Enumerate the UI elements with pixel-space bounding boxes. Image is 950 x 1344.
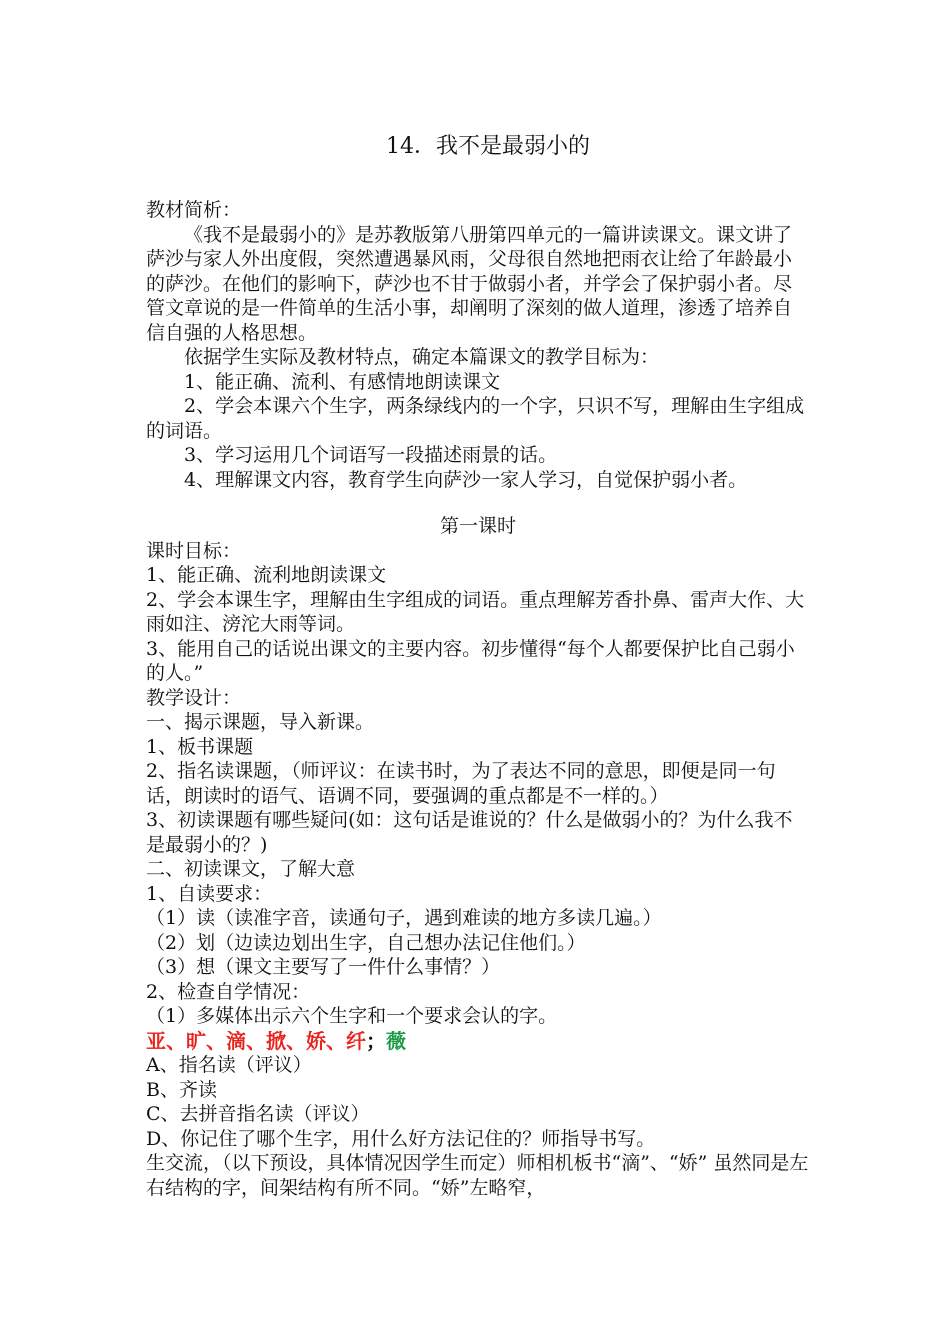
design-item: 一、揭示课题，导入新课。 [146, 711, 375, 733]
design-item: （1）多媒体出示六个生字和一个要求会认的字。 [146, 1005, 558, 1027]
goals-intro: 依据学生实际及教材特点，确定本篇课文的教学目标为： [184, 346, 660, 368]
lesson-goals-heading: 课时目标： [146, 539, 242, 562]
design-item: 二、初读课文，了解大意 [146, 858, 356, 880]
design-heading: 教学设计： [146, 686, 242, 709]
step-item: B、齐读 [146, 1078, 217, 1101]
goal-item: 4、理解课文内容，教育学生向萨沙一家人学习，自觉保护弱小者。 [184, 468, 748, 491]
step-item: A、指名读（评议） [146, 1054, 312, 1076]
lesson-goal-item: 1、能正确、流利地朗读课文 [146, 564, 387, 586]
new-characters-red: 亚、旷、滴、掀、娇、纤 [146, 1028, 366, 1053]
design-item: 3、初读课题有哪些疑问(如：这句话是谁说的？什么是做弱小的？为什么我不是最弱小的？) [146, 809, 793, 856]
lesson-heading: 第一课时 [439, 515, 516, 537]
design-item: 1、自读要求： [146, 882, 273, 905]
design-item: （3）想（课文主要写了一件什么事情？） [146, 956, 501, 978]
new-characters-line [146, 1029, 810, 1054]
design-item: （2）划（边读边划出生字，自己想办法记住他们。） [146, 931, 586, 954]
goal-item: 2、学会本课六个生字，两条绿线内的一个字，只识不写，理解由生字组成的词语。 [146, 395, 805, 442]
analysis-paragraph: 《我不是最弱小的》是苏教版第八册第四单元的一篇讲读课文。课文讲了萨沙与家人外出度假，突然遭遇暴风雨，父母很自然地把雨衣让给了年龄最小的萨沙。在他们的影响下，萨沙也不甘于做弱小者，并学会了保护弱小者。尽管文章说的是一件简单的生活小事，却阐明了深刻的做人道理，渗透了培养自信自强的人格思想。 [146, 223, 793, 344]
step-item: D、你记住了哪个生字，用什么好方法记住的？师指导书写。 [146, 1127, 656, 1150]
goal-item: 3、学习运用几个词语写一段描述雨景的话。 [184, 444, 558, 466]
design-item: （1）读（读准字音，读通句子，遇到难读的地方多读几遍。） [146, 907, 662, 929]
lesson-goal-item: 2、学会本课生字，理解由生字组成的词语。重点理解芳香扑鼻、雷声大作、大雨如注、滂沱大雨等词。 [146, 588, 805, 635]
document-body [146, 132, 810, 1200]
design-item: 1、板书课题 [146, 735, 254, 758]
page-title: 14．我不是最弱小的 [386, 134, 590, 159]
characters-separator: ； [366, 1028, 386, 1053]
step-item: C、去拼音指名读（评议） [146, 1103, 370, 1125]
analysis-heading: 教材简析： [146, 199, 242, 221]
goal-item: 1、能正确、流利、有感情地朗读课文 [184, 370, 501, 393]
design-item: 2、检查自学情况： [146, 980, 311, 1003]
lesson-goal-item: 3、能用自己的话说出课文的主要内容。初步懂得“每个人都要保护比自己弱小的人。” [146, 637, 795, 684]
design-item: 2、指名读课题，（师评议：在读书时，为了表达不同的意思，即便是同一句话，朗读时的语气、语调不同，要强调的重点都是不一样的。） [146, 760, 776, 807]
new-character-green: 薇 [386, 1028, 406, 1053]
step-item: 生交流，（以下预设，具体情况因学生而定）师相机板书“滴”、“娇” 虽然同是左右结构的字，间架结构有所不同。“娇”左略窄， [146, 1152, 809, 1199]
